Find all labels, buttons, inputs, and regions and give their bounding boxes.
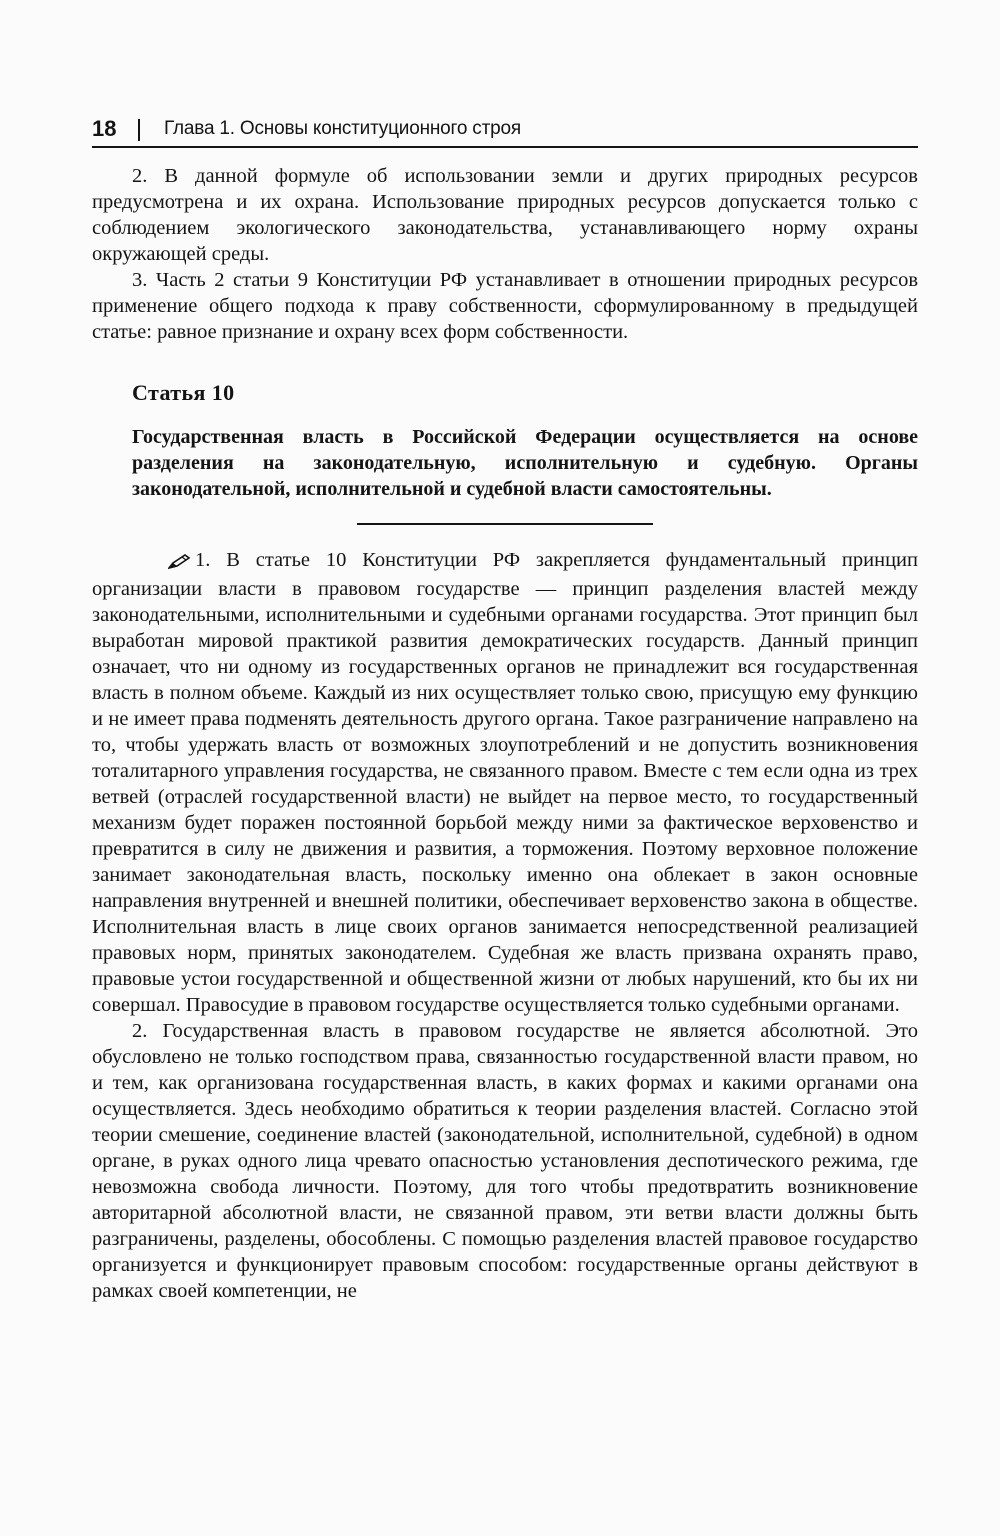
commentary-text: 1. В статье 10 Конституции РФ закрепляется фундаментальный принцип организации власти в правовом государстве — принцип разделения властей между законодательными, исполнительными и судебными органами государства. Этот принцип был выработан мировой практикой развития демократических государств. Данный принцип означает, что ни одному из государственных органов не принадлежит вся государственная власть в полном объеме. Каждый из них осуществляет только свою, присущую ему функцию и не имеет права подменять деятельность другого органа. Такое разграничение направлено на то, чтобы удержать власть от возможных злоупотреблений и не допустить возникновения тоталитарного управления государства, не связанного правом. Вместе с тем если одна из трех ветвей (отраслей государственной власти) не выйдет на первое место, то государственный механизм будет поражен постоянной борьбой между ними за фактическое верховенство и превратится в силу не движения и развития, а торможения. Поэтому верховное положение занимает законодательная власть, поскольку именно она облекает в закон основные направления внутренней и внешней политики, обеспечивает верховенство закона в обществе. Исполнительная власть в лице своих органов занимается непосредственной реализацией правовых норм, принятых законодателем. Судебная же власть призвана охранять право, правовые устои государственной и общественной жизни от любых нарушений, кто бы их ни совершал. Правосудие в правовом государстве осуществляется только судебными органами.: [92, 549, 918, 1016]
article-heading: Статья 10: [132, 380, 235, 405]
header-separator: [138, 119, 140, 141]
commentary-paragraph: [92, 547, 918, 1018]
commentary-paragraph: 3. Часть 2 статьи 9 Конституции РФ устанавливает в отношении природных ресурсов применение общего подхода к праву собственности, сформулированному в предыдущей статье: равное признание и охрану всех форм собственности.: [92, 269, 918, 343]
article-text: Государственная власть в Российской Федерации осуществляется на основе разделения на законодательную, исполнительную и судебную. Органы законодательной, исполнительной и судебной власти самостоятельны.: [132, 426, 918, 500]
pencil-icon: [130, 550, 192, 576]
commentary-paragraph: 2. В данной формуле об использовании земли и других природных ресурсов предусмотрена и их охрана. Использование природных ресурсов допускается только с соблюдением экологического законодательства, устанавливающего норму охраны окружающей среды.: [92, 165, 918, 265]
article-divider: [357, 523, 653, 525]
article-commentary: [92, 547, 918, 1304]
page-number: 18: [92, 116, 117, 141]
previous-article-commentary: [92, 163, 918, 345]
chapter-title: Глава 1. Основы конституционного строя: [164, 118, 521, 139]
running-header: [92, 112, 920, 146]
commentary-paragraph: 2. Государственная власть в правовом государстве не является абсолютной. Это обусловлено не только господством права, связанностью государственной власти правом, но и тем, как организована государственная власть, в каких формах и какими органами она осуществляется. Здесь необходимо обратиться к теории разделения властей. Согласно этой теории смешение, соединение властей (законодательной, исполнительной, судебной) в одном органе, в руках одного лица чревато опасностью установления деспотического режима, где невозможна свобода личности. Поэтому, для того чтобы предотвратить возникновение авторитарной абсолютной власти, не связанной правом, эти ветви власти должны быть разграничены, разделены, обособлены. С помощью разделения властей правовое государство организуется и функционирует правовым способом: государственные органы действуют в рамках своей компетенции, не: [92, 1020, 918, 1302]
header-rule: [92, 146, 918, 148]
